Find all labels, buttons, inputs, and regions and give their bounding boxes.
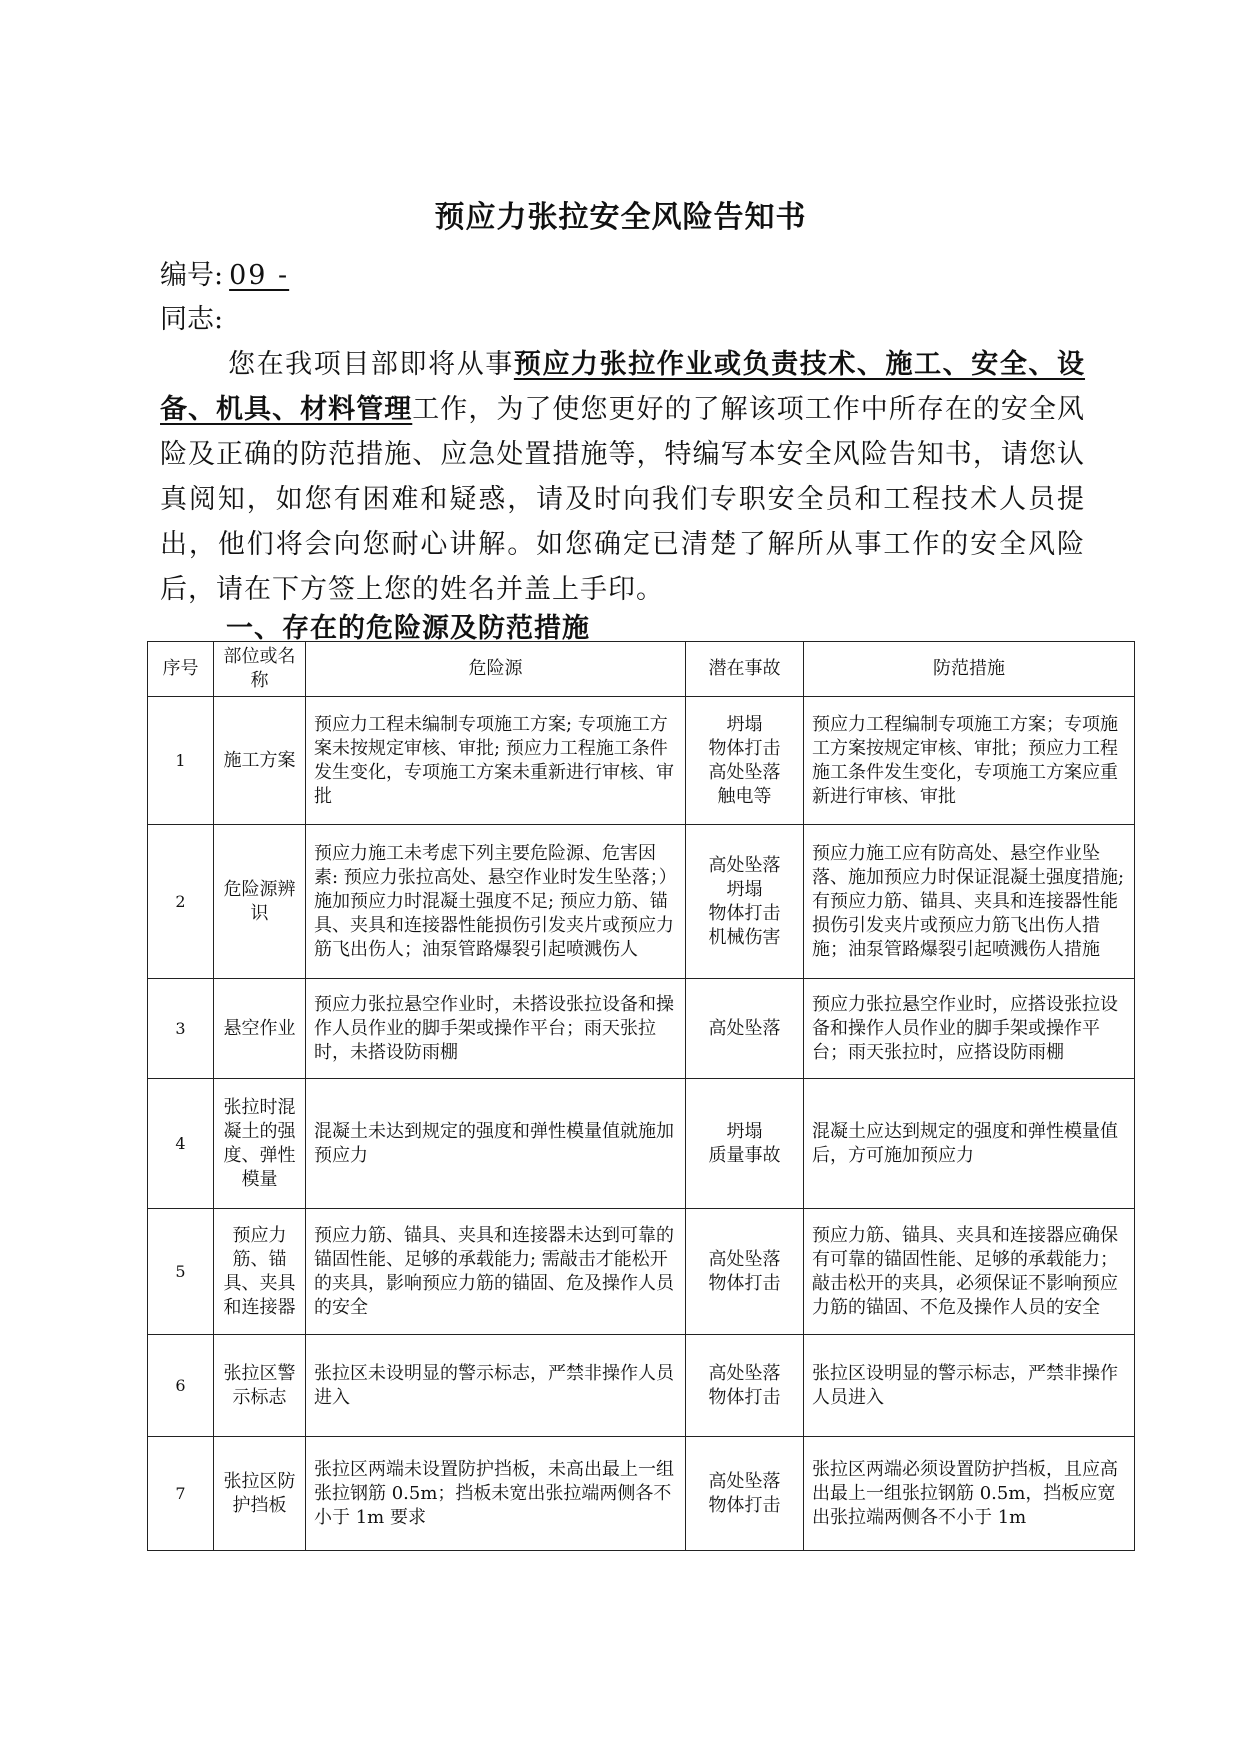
row-preventive-measure: 预应力张拉悬空作业时，应搭设张拉设备和操作人员作业的脚手架或操作平台；雨天张拉时，应搭设防雨棚	[804, 979, 1135, 1079]
header-measure: 防范措施	[804, 642, 1135, 697]
row-potential-accident: 坍塌 质量事故	[686, 1079, 804, 1209]
row-hazard: 张拉区未设明显的警示标志，严禁非操作人员进入	[306, 1335, 686, 1437]
row-hazard: 预应力筋、锚具、夹具和连接器未达到可靠的锚固性能、足够的承载能力; 需敲击才能松开的夹具，影响预应力筋的锚固、危及操作人员的安全	[306, 1209, 686, 1335]
row-part-name: 悬空作业	[214, 979, 306, 1079]
table-row	[148, 825, 1135, 979]
table-row	[148, 1209, 1135, 1335]
hazard-table-body	[148, 697, 1135, 1551]
header-hazard: 危险源	[306, 642, 686, 697]
row-number: 6	[148, 1335, 214, 1437]
intro-paragraph	[160, 342, 1085, 612]
intro-text-before: 您在我项目部即将从事	[228, 349, 514, 380]
row-hazard: 预应力张拉悬空作业时，未搭设张拉设备和操作人员作业的脚手架或操作平台；雨天张拉时，未搭设防雨棚	[306, 979, 686, 1079]
row-preventive-measure: 预应力筋、锚具、夹具和连接器应确保有可靠的锚固性能、足够的承载能力；敲击松开的夹具，必须保证不影响预应力筋的锚固、不危及操作人员的安全	[804, 1209, 1135, 1335]
serial-number-line	[160, 258, 289, 294]
row-number: 3	[148, 979, 214, 1079]
row-number: 5	[148, 1209, 214, 1335]
table-row	[148, 1079, 1135, 1209]
row-number: 4	[148, 1079, 214, 1209]
table-header-row	[148, 642, 1135, 697]
row-potential-accident: 高处坠落 物体打击	[686, 1437, 804, 1551]
row-potential-accident: 高处坠落 物体打击	[686, 1335, 804, 1437]
row-part-name: 张拉时混凝土的强度、弹性模量	[214, 1079, 306, 1209]
row-part-name: 张拉区警示标志	[214, 1335, 306, 1437]
row-potential-accident: 坍塌 物体打击 高处坠落 触电等	[686, 697, 804, 825]
row-potential-accident: 高处坠落	[686, 979, 804, 1079]
header-part: 部位或名称	[214, 642, 306, 697]
row-part-name: 施工方案	[214, 697, 306, 825]
row-preventive-measure: 混凝土应达到规定的强度和弹性模量值后，方可施加预应力	[804, 1079, 1135, 1209]
row-preventive-measure: 张拉区设明显的警示标志，严禁非操作人员进入	[804, 1335, 1135, 1437]
row-number: 7	[148, 1437, 214, 1551]
table-row	[148, 979, 1135, 1079]
page-title: 预应力张拉安全风险告知书	[434, 200, 807, 236]
table-row	[148, 697, 1135, 825]
serial-number-label: 编号:	[160, 260, 224, 291]
row-part-name: 危险源辨识	[214, 825, 306, 979]
serial-number-value: 09 -	[229, 260, 290, 291]
intro-emphasized-roles: 预应力张拉作业或负责技术、施工、安全、设备、机具、材料管理	[160, 349, 1086, 425]
row-number: 2	[148, 825, 214, 979]
row-preventive-measure: 张拉区两端必须设置防护挡板，且应高出最上一组张拉钢筋 0.5m，挡板应宽出张拉端两侧各不小于 1m	[804, 1437, 1135, 1551]
row-preventive-measure: 预应力工程编制专项施工方案；专项施工方案按规定审核、审批；预应力工程施工条件发生变化，专项施工方案应重新进行审核、审批	[804, 697, 1135, 825]
row-potential-accident: 高处坠落 物体打击	[686, 1209, 804, 1335]
header-no: 序号	[148, 642, 214, 697]
row-hazard: 预应力工程未编制专项施工方案; 专项施工方案未按规定审核、审批; 预应力工程施工条件发生变化，专项施工方案未重新进行审核、审批	[306, 697, 686, 825]
row-number: 1	[148, 697, 214, 825]
salutation: 同志:	[160, 304, 224, 335]
row-hazard: 预应力施工未考虑下列主要危险源、危害因素: 预应力张拉高处、悬空作业时发生坠落；）施加预应力时混凝土强度不足; 预应力筋、锚具、夹具和连接器性能损伤引发夹片或预应力筋飞出伤人；油泵管路爆裂引起喷溅伤人	[306, 825, 686, 979]
row-preventive-measure: 预应力施工应有防高处、悬空作业坠落、施加预应力时保证混凝土强度措施; 有预应力筋、锚具、夹具和连接器性能损伤引发夹片或预应力筋飞出伤人措施；油泵管路爆裂引起喷溅伤人措施	[804, 825, 1135, 979]
row-hazard: 张拉区两端未设置防护挡板，未高出最上一组张拉钢筋 0.5m；挡板未宽出张拉端两侧各不小于 1m 要求	[306, 1437, 686, 1551]
row-hazard: 混凝土未达到规定的强度和弹性模量值就施加预应力	[306, 1079, 686, 1209]
table-row	[148, 1437, 1135, 1551]
section-heading: 一、存在的危险源及防范措施	[226, 613, 590, 644]
row-part-name: 预应力筋、锚具、夹具和连接器	[214, 1209, 306, 1335]
table-row	[148, 1335, 1135, 1437]
intro-text-after: 工作，为了使您更好的了解该项工作中所存在的安全风险及正确的防范措施、应急处置措施等，特编写本安全风险告知书，请您认真阅知，如您有困难和疑惑，请及时向我们专职安全员和工程技术人员提出，他们将会向您耐心讲解。如您确定已清楚了解所从事工作的安全风险后，请在下方签上您的姓名并盖上手印。	[160, 394, 1085, 605]
hazard-table	[147, 641, 1135, 1551]
header-accident: 潜在事故	[686, 642, 804, 697]
row-potential-accident: 高处坠落 坍塌 物体打击 机械伤害	[686, 825, 804, 979]
row-part-name: 张拉区防护挡板	[214, 1437, 306, 1551]
